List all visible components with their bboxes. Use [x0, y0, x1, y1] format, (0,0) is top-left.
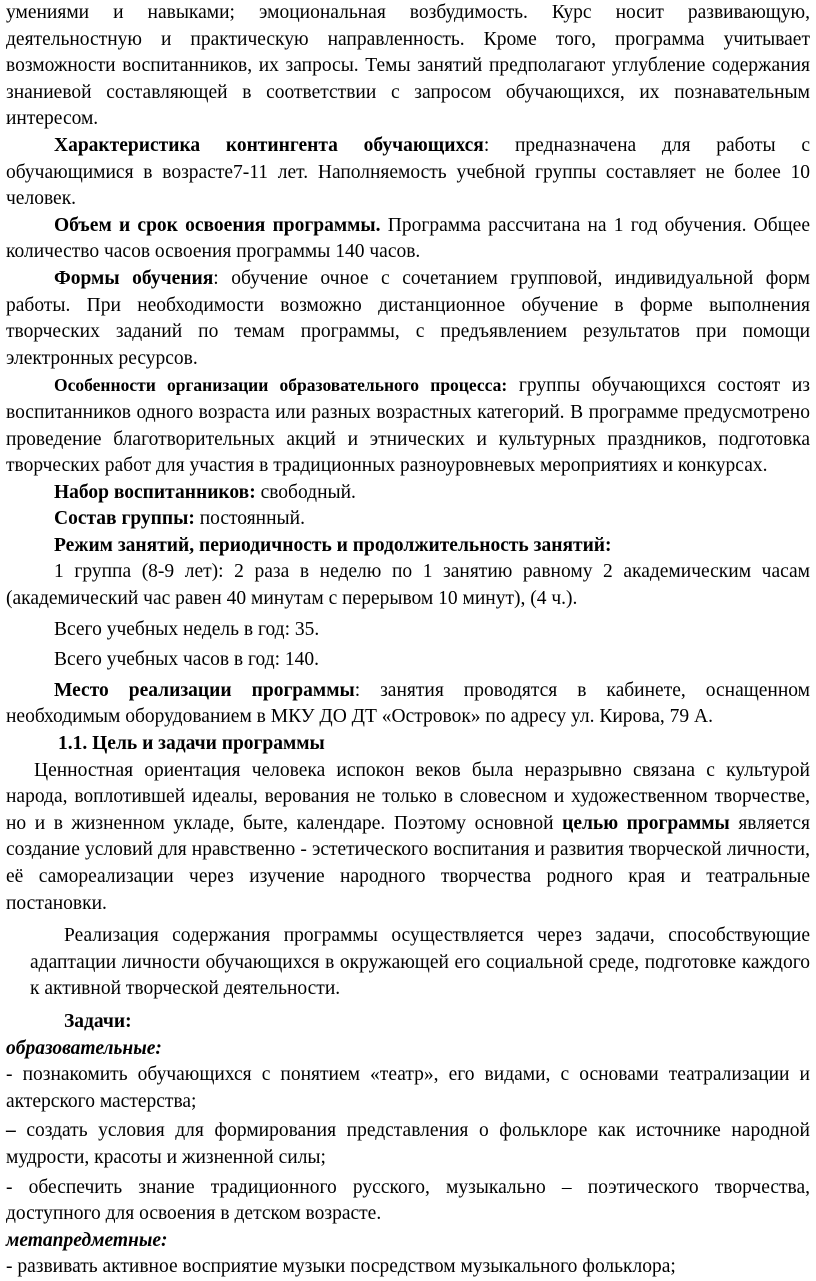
text-group: постоянный.: [194, 508, 305, 530]
label-forms: Формы обучения: [54, 267, 214, 289]
label-volume: Объем и срок освоения программы.: [54, 214, 381, 236]
edu-title: [6, 1036, 810, 1063]
label-features: Особенности организации образовательного процесса:: [54, 375, 508, 396]
paragraph-schedule-title: [6, 533, 810, 560]
label-enrollment: Набор воспитанников:: [54, 481, 256, 503]
edu-item-1: - познакомить обучающихся с понятием «театр», его видами, с основами театрализации и актерского мастерства;: [6, 1064, 810, 1112]
paragraph-weeks: Всего учебных недель в год: 35.: [54, 618, 320, 640]
paragraph-intro-continuation: умениями и навыками; эмоциональная возбудимость. Курс носит развивающую, деятельностную и практическую направленность. Кроме того, программа учитывает возможности воспитанников, их запросы. Темы занятий предполагают углубление содержания знаниевой составляющей в соответствии с запросом обучающихся, их познавательным интересом.: [6, 2, 810, 130]
text-goal-c: является создание условий для нравственно - эстетического воспитания и развития творческой личности, её самореализации через изучение народного творчества родного края и театральные постановки.: [6, 812, 810, 914]
edu-item-2-dash: –: [6, 1120, 27, 1142]
text-enrollment: свободный.: [255, 481, 356, 503]
edu-item-2: [6, 1118, 810, 1171]
text-volume: Программа рассчитана на 1 год обучения. Общее количество часов освоения программы 140 часов.: [6, 214, 810, 263]
paragraph-hours: Всего учебных часов в год: 140.: [54, 649, 320, 671]
label-contingent: Характеристика контингента обучающихся: [54, 134, 484, 156]
edu-item-2-text: создать условия для формирования представления о фольклоре как источнике народной мудрости, красоты и жизненной силы;: [6, 1120, 810, 1168]
meta-item-1: - развивать активное восприятие музыки посредством музыкального фольклора;: [6, 1256, 676, 1278]
edu-title-colon: :: [155, 1037, 162, 1059]
text-features: группы обучающихся состоят из воспитанников одного возраста или разных возрастных категорий. В программе предусмотрено проведение благотворительных акций и этнических и культурных праздников, подготовка творческих работ для участия в традиционных разноуровневых мероприятиях и конкурсах.: [6, 375, 810, 477]
meta-title: [6, 1228, 810, 1255]
edu-title-text: образовательные: [6, 1037, 156, 1059]
text-location: : занятия проводятся в кабинете, оснащенном необходимым оборудованием в МКУ ДО ДТ «Островок» по адресу ул. Кирова, 79 А.: [6, 679, 810, 728]
edu-item-3: - обеспечить знание традиционного русского, музыкально – поэтического творчества, доступного для освоения в детском возрасте.: [6, 1176, 810, 1225]
label-schedule: Режим занятий, периодичность и продолжительность занятий:: [54, 534, 612, 556]
label-location: Место реализации программы: [54, 679, 355, 701]
paragraph-location: [6, 678, 810, 731]
meta-title-text: метапредметные:: [6, 1229, 168, 1251]
tasks-title: Задачи:: [64, 1010, 132, 1032]
paragraph-goal: [6, 758, 810, 918]
label-group: Состав группы:: [54, 508, 195, 530]
section-heading: [6, 731, 810, 758]
text-contingent: : предназначена для работы с обучающимися в возрасте7-11 лет. Наполняемость учебной группы составляет не более 10 человек.: [6, 134, 810, 210]
paragraph-forms: [6, 266, 810, 372]
paragraph-implementation: Реализация содержания программы осуществляется через задачи, способствующие адаптации личности обучающихся в окружающей его социальной среде, подготовке каждого к активной творческой деятельности.: [30, 925, 810, 1000]
paragraph-group: [6, 506, 810, 533]
text-forms: : обучение очное с сочетанием групповой, индивидуальной форм работы. При необходимости возможно дистанционное обучение в форме выполнения творческих заданий по темам программы, с предъявлением результатов при помощи электронных ресурсов.: [6, 267, 810, 369]
label-goal: целью программы: [562, 812, 730, 834]
section-heading-text: 1.1. Цель и задачи программы: [58, 733, 325, 755]
paragraph-volume: [6, 213, 810, 266]
paragraph-contingent: [6, 133, 810, 213]
paragraph-features: [6, 372, 810, 479]
paragraph-schedule-details: 1 группа (8-9 лет): 2 раза в неделю по 1 занятию равному 2 академическим часам (академический час равен 40 минутам с перерывом 10 минут), (4 ч.).: [6, 561, 810, 610]
paragraph-enrollment: [6, 480, 810, 507]
text-goal-a: Ценностная ориентация человека испокон веков была неразрывно связана с культурой народа, воплотившей идеалы, верования не только в словесном и художественном творчестве, но и в жизненном укладе, быте, календаре. Поэтому основной: [6, 759, 810, 834]
